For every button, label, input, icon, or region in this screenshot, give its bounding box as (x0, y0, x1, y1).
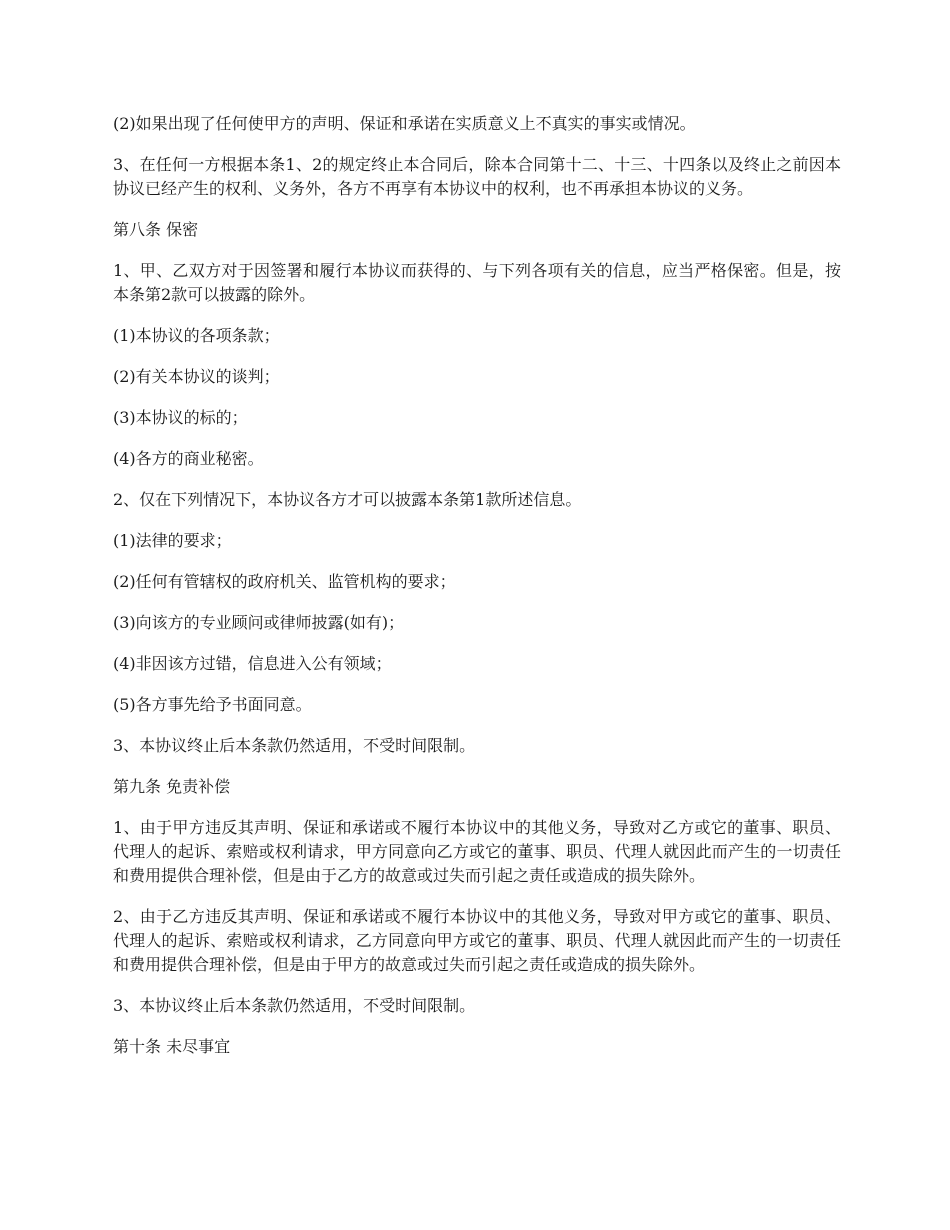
disclosure-item-2: (2)任何有管辖权的政府机关、监管机构的要求； (113, 572, 456, 591)
disclosure-item-5: (5)各方事先给予书面同意。 (113, 695, 312, 714)
confidential-item-2: (2)有关本协议的谈判； (113, 367, 280, 386)
disclosure-item-4: (4)非因该方过错，信息进入公有领域； (113, 654, 392, 673)
indemnity-paragraph-2: 2、由于乙方违反其声明、保证和承诺或不履行本协议中的其他义务，导致对甲方或它的董事、职员、代理人的起诉、索赔或权利请求，乙方同意向甲方或它的董事、职员、代理人就因此而产生的一切责任和费用提供合理补偿，但是由于甲方的故意或过失而引起之责任或造成的损失除外。 (113, 907, 841, 974)
disclosure-item-3: (3)向该方的专业顾问或律师披露(如有)； (113, 613, 405, 632)
confidentiality-paragraph-2: 2、仅在下列情况下，本协议各方才可以披露本条第1款所述信息。 (113, 490, 582, 509)
document-page (113, 112, 841, 1076)
clause-item-2: (2)如果出现了任何使甲方的声明、保证和承诺在实质意义上不真实的事实或情况。 (113, 114, 696, 133)
indemnity-paragraph-3: 3、本协议终止后本条款仍然适用，不受时间限制。 (113, 996, 476, 1015)
article-8-heading: 第八条 保密 (113, 220, 199, 239)
confidentiality-paragraph-1: 1、甲、乙双方对于因签署和履行本协议而获得的、与下列各项有关的信息，应当严格保密。但是，按本条第2款可以披露的除外。 (113, 261, 841, 304)
confidential-item-4: (4)各方的商业秘密。 (113, 449, 264, 468)
article-9-heading: 第九条 免责补偿 (113, 777, 231, 796)
termination-effect-paragraph: 3、在任何一方根据本条1、2的规定终止本合同后，除本合同第十二、十三、十四条以及终止之前因本协议已经产生的权利、义务外，各方不再享有本协议中的权利，也不再承担本协议的义务。 (113, 155, 841, 198)
indemnity-paragraph-1: 1、由于甲方违反其声明、保证和承诺或不履行本协议中的其他义务，导致对乙方或它的董事、职员、代理人的起诉、索赔或权利请求，甲方同意向乙方或它的董事、职员、代理人就因此而产生的一切责任和费用提供合理补偿，但是由于乙方的故意或过失而引起之责任或造成的损失除外。 (113, 818, 841, 885)
confidential-item-3: (3)本协议的标的； (113, 408, 248, 427)
article-10-heading: 第十条 未尽事宜 (113, 1037, 231, 1056)
confidential-item-1: (1)本协议的各项条款； (113, 326, 280, 345)
confidentiality-paragraph-3: 3、本协议终止后本条款仍然适用，不受时间限制。 (113, 736, 476, 755)
disclosure-item-1: (1)法律的要求； (113, 531, 232, 550)
